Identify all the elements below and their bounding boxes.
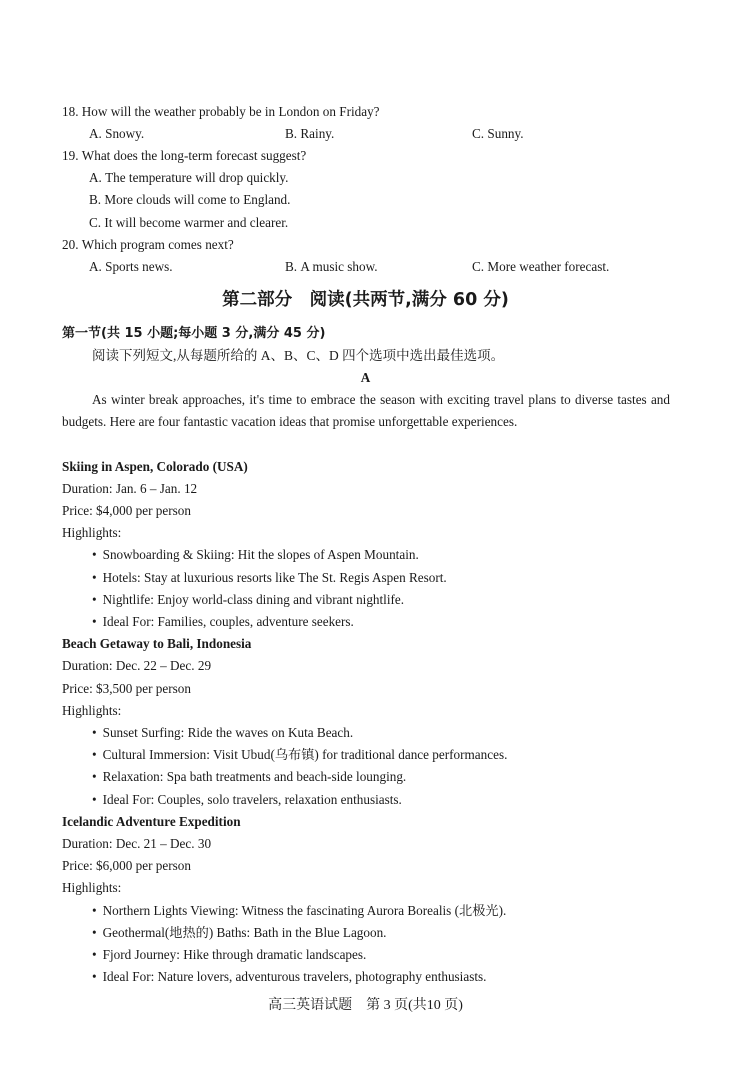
- trip-duration: Duration: Dec. 22 – Dec. 29: [62, 658, 212, 673]
- trip-duration: Duration: Dec. 21 – Dec. 30: [62, 836, 212, 851]
- trip-price: Price: $6,000 per person: [62, 858, 191, 873]
- trip-price: Price: $4,000 per person: [62, 503, 191, 518]
- option-20-a: A. Sports news.: [89, 259, 173, 274]
- highlight-item: • Ideal For: Families, couples, adventure seekers.: [92, 614, 354, 630]
- trip-duration: Duration: Jan. 6 – Jan. 12: [62, 481, 198, 496]
- page-footer: 高三英语试题 第 3 页(共10 页): [268, 998, 463, 1013]
- option-19-c: C. It will become warmer and clearer.: [89, 215, 289, 230]
- highlight-item: • Ideal For: Nature lovers, adventurous travelers, photography enthusiasts.: [92, 969, 486, 985]
- trip-title: Icelandic Adventure Expedition: [62, 814, 241, 829]
- highlight-item: • Northern Lights Viewing: Witness the fascinating Aurora Borealis (北极光).: [92, 903, 506, 919]
- trip-title: Skiing in Aspen, Colorado (USA): [62, 459, 248, 474]
- trip-price: Price: $3,500 per person: [62, 681, 191, 696]
- trip-title: Beach Getaway to Bali, Indonesia: [62, 636, 252, 651]
- option-18-a: A. Snowy.: [89, 126, 145, 141]
- option-20-c: C. More weather forecast.: [472, 259, 610, 274]
- option-18-c: C. Sunny.: [472, 126, 524, 141]
- question-19: 19. What does the long-term forecast suggest?: [62, 148, 307, 163]
- highlight-item: • Relaxation: Spa bath treatments and beach-side lounging.: [92, 769, 406, 785]
- highlight-item: • Nightlife: Enjoy world-class dining and vibrant nightlife.: [92, 592, 404, 608]
- question-18: 18. How will the weather probably be in London on Friday?: [62, 104, 380, 119]
- highlight-item: • Hotels: Stay at luxurious resorts like The St. Regis Aspen Resort.: [92, 570, 447, 586]
- highlights-label: Highlights:: [62, 880, 122, 895]
- instruction: 阅读下列短文,从每题所给的 A、B、C、D 四个选项中选出最佳选项。: [92, 348, 505, 363]
- highlight-item: • Fjord Journey: Hike through dramatic landscapes.: [92, 947, 366, 963]
- highlight-item: • Snowboarding & Skiing: Hit the slopes of Aspen Mountain.: [92, 547, 419, 563]
- highlight-item: • Ideal For: Couples, solo travelers, relaxation enthusiasts.: [92, 792, 402, 808]
- highlight-item: • Cultural Immersion: Visit Ubud(乌布镇) for traditional dance performances.: [92, 747, 507, 763]
- highlight-item: • Geothermal(地热的) Baths: Bath in the Blue Lagoon.: [92, 925, 386, 941]
- question-20: 20. Which program comes next?: [62, 237, 234, 252]
- option-19-b: B. More clouds will come to England.: [89, 192, 291, 207]
- highlights-label: Highlights:: [62, 525, 122, 540]
- option-20-b: B. A music show.: [285, 259, 378, 274]
- highlights-label: Highlights:: [62, 703, 122, 718]
- part-title: 第二部分 阅读(共两节,满分 60 分): [222, 290, 509, 310]
- highlight-item: • Sunset Surfing: Ride the waves on Kuta Beach.: [92, 725, 353, 741]
- passage-label: A: [360, 370, 371, 385]
- option-18-b: B. Rainy.: [285, 126, 335, 141]
- intro-paragraph: As winter break approaches, it's time to embrace the season with exciting travel plans to diverse tastes and budgets. Here are four fantastic vacation ideas that promise unforgettable experiences.: [62, 392, 670, 430]
- section-title: 第一节(共 15 小题;每小题 3 分,满分 45 分): [62, 326, 326, 341]
- option-19-a: A. The temperature will drop quickly.: [89, 170, 289, 185]
